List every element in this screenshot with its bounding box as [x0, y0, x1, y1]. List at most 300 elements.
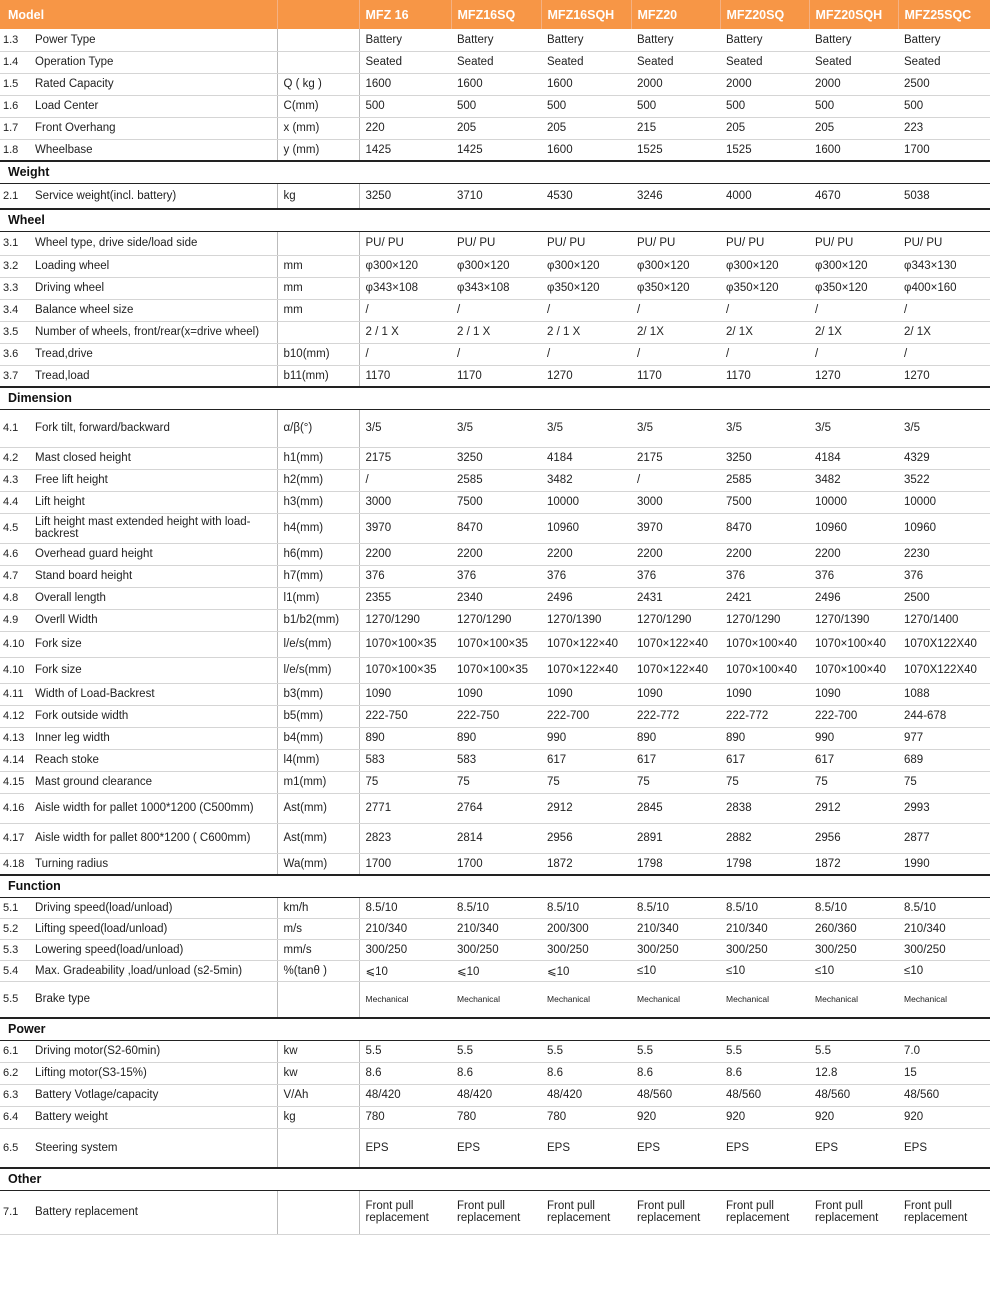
row-value: 210/340: [451, 918, 541, 939]
row-unit: b10(mm): [277, 343, 359, 365]
spec-row: [0, 960, 990, 981]
row-number: 4.17: [0, 823, 33, 853]
row-value: 8.5/10: [541, 897, 631, 918]
spec-row: [0, 491, 990, 513]
row-value: 2585: [451, 469, 541, 491]
row-value: φ343×130: [898, 255, 990, 277]
row-value: Seated: [451, 51, 541, 73]
row-value: 75: [541, 771, 631, 793]
row-number: 4.13: [0, 727, 33, 749]
spec-row: [0, 51, 990, 73]
section-header: [0, 875, 990, 897]
row-number: 3.2: [0, 255, 33, 277]
row-label: Aisle width for pallet 1000*1200 (C500mm): [33, 793, 277, 823]
section-header: [0, 387, 990, 409]
row-value: φ350×120: [809, 277, 898, 299]
row-value: 2200: [720, 543, 809, 565]
row-number: 4.11: [0, 683, 33, 705]
row-value: 5.5: [809, 1040, 898, 1062]
row-value: ≤10: [898, 960, 990, 981]
row-value: 1270: [541, 365, 631, 387]
row-value: 1070×122×40: [631, 631, 720, 657]
row-unit: mm: [277, 255, 359, 277]
row-value: 376: [541, 565, 631, 587]
row-value: PU/ PU: [541, 231, 631, 255]
row-value: 890: [359, 727, 451, 749]
row-unit: [277, 1190, 359, 1234]
spec-row: [0, 139, 990, 161]
row-unit: m1(mm): [277, 771, 359, 793]
spec-row: [0, 321, 990, 343]
row-value: 500: [359, 95, 451, 117]
row-value: Battery: [720, 29, 809, 51]
row-label: Mast ground clearance: [33, 771, 277, 793]
row-value: 3/5: [809, 409, 898, 447]
row-value: /: [720, 299, 809, 321]
row-unit: [277, 51, 359, 73]
row-unit: [277, 231, 359, 255]
row-value: 222-750: [359, 705, 451, 727]
row-value: 2230: [898, 543, 990, 565]
row-value: 1170: [451, 365, 541, 387]
row-value: 1270/1290: [631, 609, 720, 631]
row-label: Overhead guard height: [33, 543, 277, 565]
spec-row: [0, 705, 990, 727]
row-label: Brake type: [33, 981, 277, 1018]
row-value: EPS: [631, 1128, 720, 1168]
row-label: Lifting motor(S3-15%): [33, 1062, 277, 1084]
row-value: 5.5: [359, 1040, 451, 1062]
row-value: 300/250: [541, 939, 631, 960]
row-value: 8470: [720, 513, 809, 543]
row-value: 8.5/10: [898, 897, 990, 918]
row-number: 2.1: [0, 183, 33, 209]
row-value: ⩽10: [541, 960, 631, 981]
row-value: 3250: [451, 447, 541, 469]
row-unit: h3(mm): [277, 491, 359, 513]
row-unit: m/s: [277, 918, 359, 939]
row-value: /: [631, 299, 720, 321]
row-number: 1.5: [0, 73, 33, 95]
spec-row: [0, 513, 990, 543]
row-value: 2956: [809, 823, 898, 853]
row-unit: h2(mm): [277, 469, 359, 491]
row-value: 222-700: [541, 705, 631, 727]
row-number: 4.3: [0, 469, 33, 491]
row-value: 1070×122×40: [541, 631, 631, 657]
row-value: Front pull replacement: [359, 1190, 451, 1234]
row-value: Seated: [541, 51, 631, 73]
model-name: MFZ20: [631, 0, 720, 29]
row-value: 15: [898, 1062, 990, 1084]
row-label: Load Center: [33, 95, 277, 117]
row-value: 8.6: [631, 1062, 720, 1084]
row-value: 3710: [451, 183, 541, 209]
row-label: Max. Gradeability ,load/unload (s2-5min): [33, 960, 277, 981]
row-value: 890: [720, 727, 809, 749]
row-value: PU/ PU: [809, 231, 898, 255]
row-value: 3482: [809, 469, 898, 491]
row-value: 890: [451, 727, 541, 749]
row-value: 2845: [631, 793, 720, 823]
spec-row: [0, 981, 990, 1018]
row-value: Front pull replacement: [720, 1190, 809, 1234]
row-value: PU/ PU: [898, 231, 990, 255]
row-value: 2200: [809, 543, 898, 565]
row-value: 1090: [359, 683, 451, 705]
row-value: 1090: [809, 683, 898, 705]
row-value: /: [898, 299, 990, 321]
row-label: Driving motor(S2-60min): [33, 1040, 277, 1062]
row-value: 2496: [809, 587, 898, 609]
row-value: 3/5: [451, 409, 541, 447]
row-value: 1270/1400: [898, 609, 990, 631]
row-value: 75: [359, 771, 451, 793]
row-value: 376: [809, 565, 898, 587]
row-value: 780: [359, 1106, 451, 1128]
row-unit: y (mm): [277, 139, 359, 161]
row-value: /: [359, 469, 451, 491]
row-label: Inner leg width: [33, 727, 277, 749]
row-value: Seated: [720, 51, 809, 73]
section-title: Dimension: [0, 387, 990, 409]
row-value: /: [809, 299, 898, 321]
row-value: 617: [720, 749, 809, 771]
row-value: 1270/1290: [720, 609, 809, 631]
row-value: 222-772: [631, 705, 720, 727]
row-value: /: [720, 343, 809, 365]
row-number: 4.14: [0, 749, 33, 771]
spec-row: [0, 771, 990, 793]
row-number: 1.6: [0, 95, 33, 117]
row-value: 1090: [451, 683, 541, 705]
row-value: 8.6: [451, 1062, 541, 1084]
row-value: Battery: [898, 29, 990, 51]
row-value: 300/250: [451, 939, 541, 960]
row-value: 5038: [898, 183, 990, 209]
row-label: Battery Votlage/capacity: [33, 1084, 277, 1106]
section-title: Function: [0, 875, 990, 897]
row-value: Front pull replacement: [631, 1190, 720, 1234]
row-value: 2993: [898, 793, 990, 823]
row-number: 5.3: [0, 939, 33, 960]
spec-row: [0, 897, 990, 918]
row-value: 3/5: [898, 409, 990, 447]
row-label: Number of wheels, front/rear(x=drive wheel): [33, 321, 277, 343]
row-value: 1600: [541, 73, 631, 95]
spec-row: [0, 343, 990, 365]
row-value: φ350×120: [720, 277, 809, 299]
row-value: 5.5: [720, 1040, 809, 1062]
row-value: 3522: [898, 469, 990, 491]
header-row: [0, 0, 990, 29]
row-label: Rated Capacity: [33, 73, 277, 95]
row-value: Seated: [631, 51, 720, 73]
spec-body: [0, 29, 990, 1234]
spec-row: [0, 565, 990, 587]
row-number: 6.1: [0, 1040, 33, 1062]
row-number: 4.5: [0, 513, 33, 543]
row-value: 205: [809, 117, 898, 139]
row-value: Mechanical: [631, 981, 720, 1018]
row-value: 500: [541, 95, 631, 117]
row-value: 8.6: [541, 1062, 631, 1084]
row-value: 1090: [541, 683, 631, 705]
row-label: Battery weight: [33, 1106, 277, 1128]
spec-row: [0, 683, 990, 705]
row-value: 617: [631, 749, 720, 771]
row-unit: l/e/s(mm): [277, 631, 359, 657]
row-value: 8.6: [359, 1062, 451, 1084]
row-value: 1700: [898, 139, 990, 161]
row-value: 500: [451, 95, 541, 117]
row-unit: [277, 981, 359, 1018]
row-value: /: [809, 343, 898, 365]
row-value: 376: [631, 565, 720, 587]
row-unit: kw: [277, 1040, 359, 1062]
row-value: 5.5: [541, 1040, 631, 1062]
row-number: 6.3: [0, 1084, 33, 1106]
row-value: 75: [631, 771, 720, 793]
row-value: 500: [631, 95, 720, 117]
row-label: Wheelbase: [33, 139, 277, 161]
row-value: 617: [541, 749, 631, 771]
row-value: PU/ PU: [359, 231, 451, 255]
row-unit: km/h: [277, 897, 359, 918]
spec-row: [0, 918, 990, 939]
row-value: 1990: [898, 853, 990, 875]
row-value: /: [541, 299, 631, 321]
row-value: /: [898, 343, 990, 365]
row-label: Lift height mast extended height with load-backrest: [33, 513, 277, 543]
row-value: 2500: [898, 587, 990, 609]
section-title: Weight: [0, 161, 990, 183]
row-number: 6.2: [0, 1062, 33, 1084]
row-value: /: [451, 343, 541, 365]
row-label: Fork size: [33, 657, 277, 683]
row-value: 1872: [541, 853, 631, 875]
row-value: 3/5: [541, 409, 631, 447]
row-label: Steering system: [33, 1128, 277, 1168]
section-header: [0, 161, 990, 183]
row-label: Width of Load-Backrest: [33, 683, 277, 705]
spec-row: [0, 939, 990, 960]
row-number: 5.1: [0, 897, 33, 918]
row-value: 4184: [809, 447, 898, 469]
row-value: 8470: [451, 513, 541, 543]
row-value: 3000: [631, 491, 720, 513]
row-value: 222-700: [809, 705, 898, 727]
row-value: 1070×100×40: [809, 631, 898, 657]
row-value: 2/ 1X: [720, 321, 809, 343]
section-header: [0, 209, 990, 231]
row-value: EPS: [809, 1128, 898, 1168]
row-value: 1090: [631, 683, 720, 705]
row-unit: h6(mm): [277, 543, 359, 565]
row-value: 200/300: [541, 918, 631, 939]
row-value: 920: [720, 1106, 809, 1128]
row-value: 2771: [359, 793, 451, 823]
row-value: 300/250: [631, 939, 720, 960]
row-label: Aisle width for pallet 800*1200 ( C600mm): [33, 823, 277, 853]
header-unit-cell: [277, 0, 359, 29]
row-value: 780: [451, 1106, 541, 1128]
row-value: φ400×160: [898, 277, 990, 299]
spec-row: [0, 117, 990, 139]
row-value: 2/ 1X: [898, 321, 990, 343]
row-label: Driving wheel: [33, 277, 277, 299]
row-number: 3.3: [0, 277, 33, 299]
model-name: MFZ25SQC: [898, 0, 990, 29]
row-value: 10960: [809, 513, 898, 543]
row-value: 222-750: [451, 705, 541, 727]
row-unit: V/Ah: [277, 1084, 359, 1106]
row-value: 2500: [898, 73, 990, 95]
row-label: Operation Type: [33, 51, 277, 73]
spec-row: [0, 29, 990, 51]
spec-row: [0, 631, 990, 657]
row-value: 3250: [359, 183, 451, 209]
row-unit: b4(mm): [277, 727, 359, 749]
row-unit: l/e/s(mm): [277, 657, 359, 683]
row-value: 2000: [631, 73, 720, 95]
row-value: 48/560: [898, 1084, 990, 1106]
row-number: 4.1: [0, 409, 33, 447]
row-value: φ300×120: [631, 255, 720, 277]
row-value: 1270/1390: [809, 609, 898, 631]
row-value: 10000: [898, 491, 990, 513]
row-value: φ300×120: [359, 255, 451, 277]
row-label: Loading wheel: [33, 255, 277, 277]
row-value: 244-678: [898, 705, 990, 727]
row-value: Mechanical: [541, 981, 631, 1018]
row-value: Seated: [898, 51, 990, 73]
row-value: EPS: [898, 1128, 990, 1168]
row-label: Service weight(incl. battery): [33, 183, 277, 209]
row-value: φ300×120: [720, 255, 809, 277]
row-value: 2956: [541, 823, 631, 853]
row-value: 376: [898, 565, 990, 587]
row-label: Turning radius: [33, 853, 277, 875]
spec-row: [0, 95, 990, 117]
row-unit: h1(mm): [277, 447, 359, 469]
row-value: 2000: [809, 73, 898, 95]
row-value: 210/340: [359, 918, 451, 939]
row-value: 2355: [359, 587, 451, 609]
row-value: 10960: [898, 513, 990, 543]
spec-row: [0, 1190, 990, 1234]
row-value: 205: [720, 117, 809, 139]
row-value: φ350×120: [541, 277, 631, 299]
row-unit: h7(mm): [277, 565, 359, 587]
row-value: 1070×100×35: [451, 657, 541, 683]
row-value: 1270: [898, 365, 990, 387]
row-value: 1270/1390: [541, 609, 631, 631]
row-label: Balance wheel size: [33, 299, 277, 321]
row-value: 2823: [359, 823, 451, 853]
spec-row: [0, 447, 990, 469]
row-value: 500: [809, 95, 898, 117]
row-number: 4.9: [0, 609, 33, 631]
row-label: Front Overhang: [33, 117, 277, 139]
row-label: Fork size: [33, 631, 277, 657]
row-value: 300/250: [720, 939, 809, 960]
row-value: 1600: [359, 73, 451, 95]
row-value: φ300×120: [809, 255, 898, 277]
row-value: 4530: [541, 183, 631, 209]
row-number: 3.1: [0, 231, 33, 255]
row-value: 7500: [451, 491, 541, 513]
row-unit: C(mm): [277, 95, 359, 117]
row-unit: x (mm): [277, 117, 359, 139]
row-value: 4670: [809, 183, 898, 209]
row-value: Battery: [359, 29, 451, 51]
row-value: 3/5: [359, 409, 451, 447]
spec-row: [0, 609, 990, 631]
row-number: 3.4: [0, 299, 33, 321]
row-value: 10960: [541, 513, 631, 543]
row-value: 2882: [720, 823, 809, 853]
row-value: PU/ PU: [451, 231, 541, 255]
row-value: 48/560: [631, 1084, 720, 1106]
row-value: 3482: [541, 469, 631, 491]
row-value: /: [451, 299, 541, 321]
row-value: 2764: [451, 793, 541, 823]
row-value: 990: [809, 727, 898, 749]
row-unit: [277, 29, 359, 51]
row-value: 2 / 1 X: [359, 321, 451, 343]
spec-row: [0, 657, 990, 683]
row-value: 617: [809, 749, 898, 771]
row-value: 977: [898, 727, 990, 749]
model-name: MFZ16SQH: [541, 0, 631, 29]
row-value: 583: [451, 749, 541, 771]
row-value: Seated: [359, 51, 451, 73]
row-value: 48/420: [451, 1084, 541, 1106]
row-number: 1.8: [0, 139, 33, 161]
row-value: 920: [898, 1106, 990, 1128]
row-unit: [277, 1128, 359, 1168]
row-value: 2912: [541, 793, 631, 823]
row-value: 2340: [451, 587, 541, 609]
row-number: 4.7: [0, 565, 33, 587]
row-value: 2496: [541, 587, 631, 609]
row-value: /: [359, 299, 451, 321]
row-value: 1070×100×40: [720, 631, 809, 657]
spec-row: [0, 299, 990, 321]
row-value: 2585: [720, 469, 809, 491]
row-value: 3250: [720, 447, 809, 469]
row-value: 75: [451, 771, 541, 793]
row-value: 48/560: [720, 1084, 809, 1106]
row-value: 4329: [898, 447, 990, 469]
row-value: 2200: [451, 543, 541, 565]
row-label: Overall length: [33, 587, 277, 609]
spec-row: [0, 73, 990, 95]
row-label: Driving speed(load/unload): [33, 897, 277, 918]
spec-row: [0, 409, 990, 447]
model-label: Model: [0, 0, 277, 29]
row-unit: Ast(mm): [277, 793, 359, 823]
row-label: Mast closed height: [33, 447, 277, 469]
row-value: 376: [720, 565, 809, 587]
row-value: 990: [541, 727, 631, 749]
row-value: 3970: [631, 513, 720, 543]
row-label: Lift height: [33, 491, 277, 513]
row-value: 920: [631, 1106, 720, 1128]
row-value: 205: [541, 117, 631, 139]
row-value: 2/ 1X: [631, 321, 720, 343]
